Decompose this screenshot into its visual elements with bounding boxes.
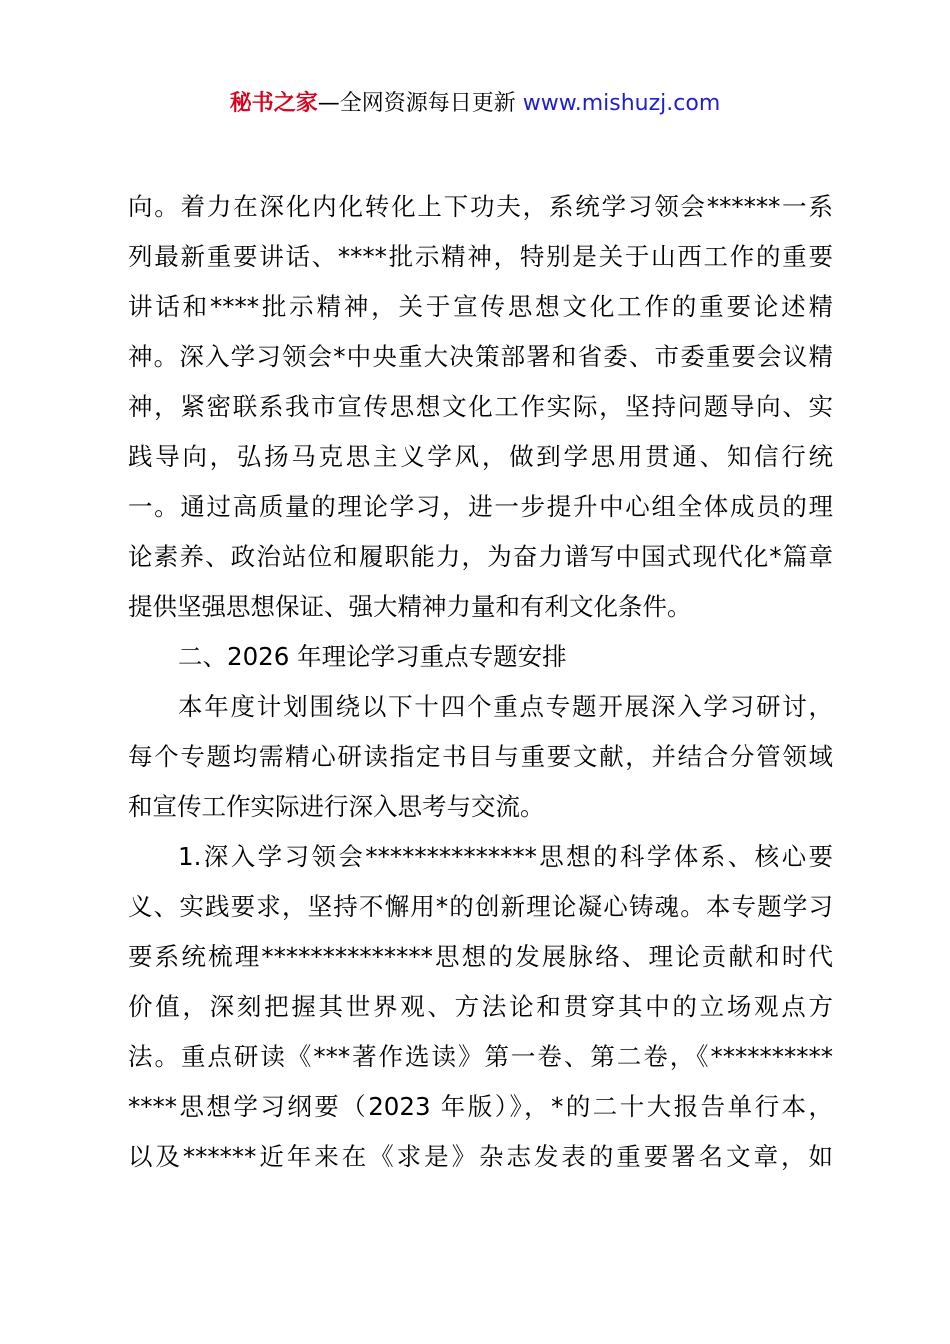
document-body — [128, 182, 833, 1182]
body-line: 每个专题均需精心研读指定书目与重要文献，并结合分管领域 — [128, 742, 833, 771]
topic-item-1: 1.深入学习领会**************思想的科学体系、核心要 — [178, 842, 833, 871]
body-line: 提供坚强思想保证、强大精神力量和有利文化条件。 — [128, 592, 692, 621]
body-line: 一。通过高质量的理论学习，进一步提升中心组全体成员的理 — [128, 492, 833, 521]
body-line: 论素养、政治站位和履职能力，为奋力谱写中国式现代化*篇章 — [128, 542, 833, 571]
body-line: 义、实践要求，坚持不懈用*的创新理论凝心铸魂。本专题学习 — [128, 892, 833, 921]
body-line: ****思想学习纲要（2023 年版）》，*的二十大报告单行本， — [128, 1092, 833, 1121]
site-url: www.mishuzj.com — [522, 91, 721, 116]
watermark-header — [0, 86, 950, 122]
body-line: 本年度计划围绕以下十四个重点专题开展深入学习研讨， — [178, 692, 833, 721]
body-line: 法。重点研读《***著作选读》第一卷、第二卷，《********** — [128, 1042, 833, 1071]
body-line: 讲话和****批示精神，关于宣传思想文化工作的重要论述精 — [128, 292, 833, 321]
body-line: 神，紧密联系我市宣传思想文化工作实际，坚持问题导向、实 — [128, 392, 833, 421]
body-line: 和宣传工作实际进行深入思考与交流。 — [128, 792, 545, 821]
body-line: 价值，深刻把握其世界观、方法论和贯穿其中的立场观点方 — [128, 992, 833, 1021]
brand-name: 秘书之家 — [229, 91, 318, 116]
header-tagline: —全网资源每日更新 — [317, 91, 523, 116]
section-heading: 二、2026 年理论学习重点专题安排 — [178, 642, 567, 671]
body-line: 神。深入学习领会*中央重大决策部署和省委、市委重要会议精 — [128, 342, 833, 371]
body-line: 以及******近年来在《求是》杂志发表的重要署名文章，如 — [128, 1142, 833, 1171]
body-line: 践导向，弘扬马克思主义学风，做到学思用贯通、知信行统 — [128, 442, 833, 471]
body-line: 向。着力在深化内化转化上下功夫，系统学习领会******一系 — [128, 192, 833, 221]
body-line: 列最新重要讲话、****批示精神，特别是关于山西工作的重要 — [128, 242, 833, 271]
body-line: 要系统梳理**************思想的发展脉络、理论贡献和时代 — [128, 942, 833, 971]
